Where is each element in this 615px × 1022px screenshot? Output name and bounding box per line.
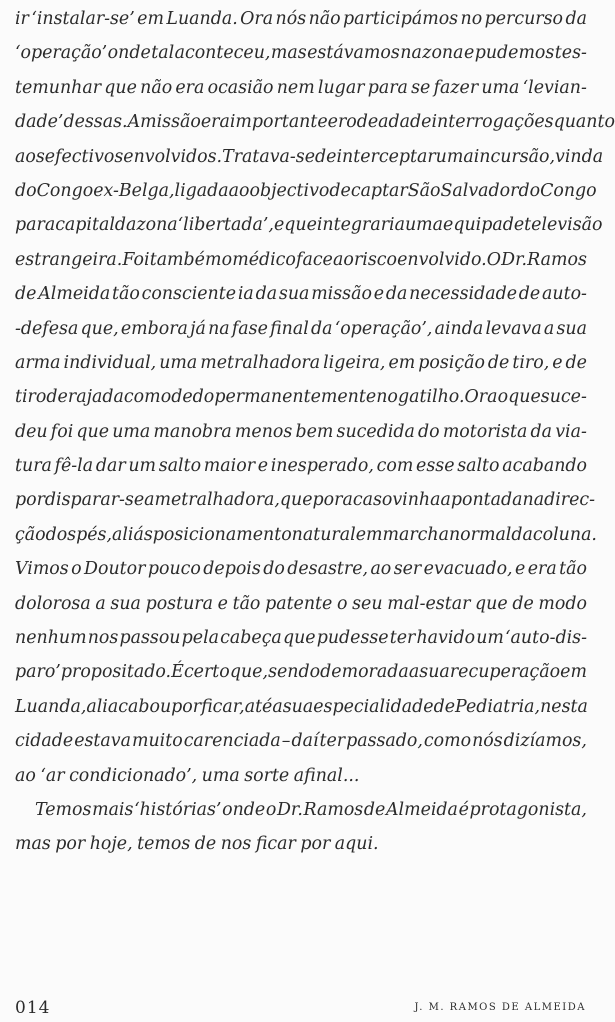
paragraph — [15, 793, 587, 862]
text-line: ção dos pés, aliás posicionamento natural em marcha normal da coluna. — [15, 524, 597, 545]
text-line: estrangeira. Foi também o médico face ao risco envolvido. O Dr. Ramos — [15, 249, 587, 270]
text-line: nenhum nos passou pela cabeça que pudesse ter havido um ‘auto-dis- — [15, 628, 587, 649]
text-line: Vimos o Doutor pouco depois do desastre, ao ser evacuado, e era tão — [15, 559, 587, 580]
text-line: -defesa que, embora já na fase final da ‘operação’, ainda levava a sua — [15, 318, 587, 339]
text-line: temunhar que não era ocasião nem lugar para se fazer uma ‘levian- — [15, 77, 587, 98]
text-line: de Almeida tão consciente ia da sua missão e da necessidade de auto- — [15, 284, 587, 305]
text-line: ao ‘ar condicionado’, uma sorte afinal... — [15, 765, 360, 786]
paragraph — [15, 2, 615, 793]
text-line: aos efectivos envolvidos. Tratava-se de interceptar uma incursão, vinda — [15, 146, 604, 167]
text-line: cidade estava muito carenciada – daí ter passado, como nós dizíamos, — [15, 731, 587, 752]
text-line: tura fê-la dar um salto maior e inesperado, com esse salto acabando — [15, 456, 587, 477]
text-line: do Congo ex-Belga, ligada ao objectivo de captar São Salvador do Congo — [15, 180, 597, 201]
text-line: Temos mais ‘histórias’ onde o Dr. Ramos de Almeida é protagonista, — [35, 799, 587, 820]
text-line: mas por hoje, temos de nos ficar por aqui. — [15, 834, 379, 855]
text-line: Luanda, ali acabou por ficar, até a sua especialidade de Pediatria, nesta — [15, 696, 588, 717]
text-line: dade’ dessas. A missão era importante e rodeada de interrogações quanto — [15, 112, 615, 133]
text-line: para capital da zona ‘libertada’, e que integraria uma equipa de televisão — [15, 215, 603, 236]
page-number: 014 — [15, 998, 51, 1018]
running-head: J. M. RAMOS DE ALMEIDA — [414, 1002, 586, 1013]
text-line: paro’ propositado. É certo que, sendo demorada a sua recuperação em — [15, 662, 587, 683]
text-line: ‘operação’ onde tal aconteceu, mas estávamos na zona e pudemos tes- — [15, 43, 587, 64]
text-line: tiro de rajada com o dedo permanentemente no gatilho. Ora o que suce- — [15, 387, 587, 408]
text-line: arma individual, uma metralhadora ligeira, em posição de tiro, e de — [15, 352, 587, 373]
text-line: deu foi que uma manobra menos bem sucedida do motorista da via- — [15, 421, 587, 442]
text-line: por disparar-se a metralhadora, que por acaso vinha apontada na direc- — [15, 490, 596, 511]
body-text — [15, 2, 615, 862]
text-line: ir ‘instalar-se’ em Luanda. Ora nós não participámos no percurso da — [15, 9, 587, 29]
page-footer — [0, 998, 600, 1018]
text-line: dolorosa a sua postura e tão patente o seu mal-estar que de modo — [15, 593, 587, 614]
